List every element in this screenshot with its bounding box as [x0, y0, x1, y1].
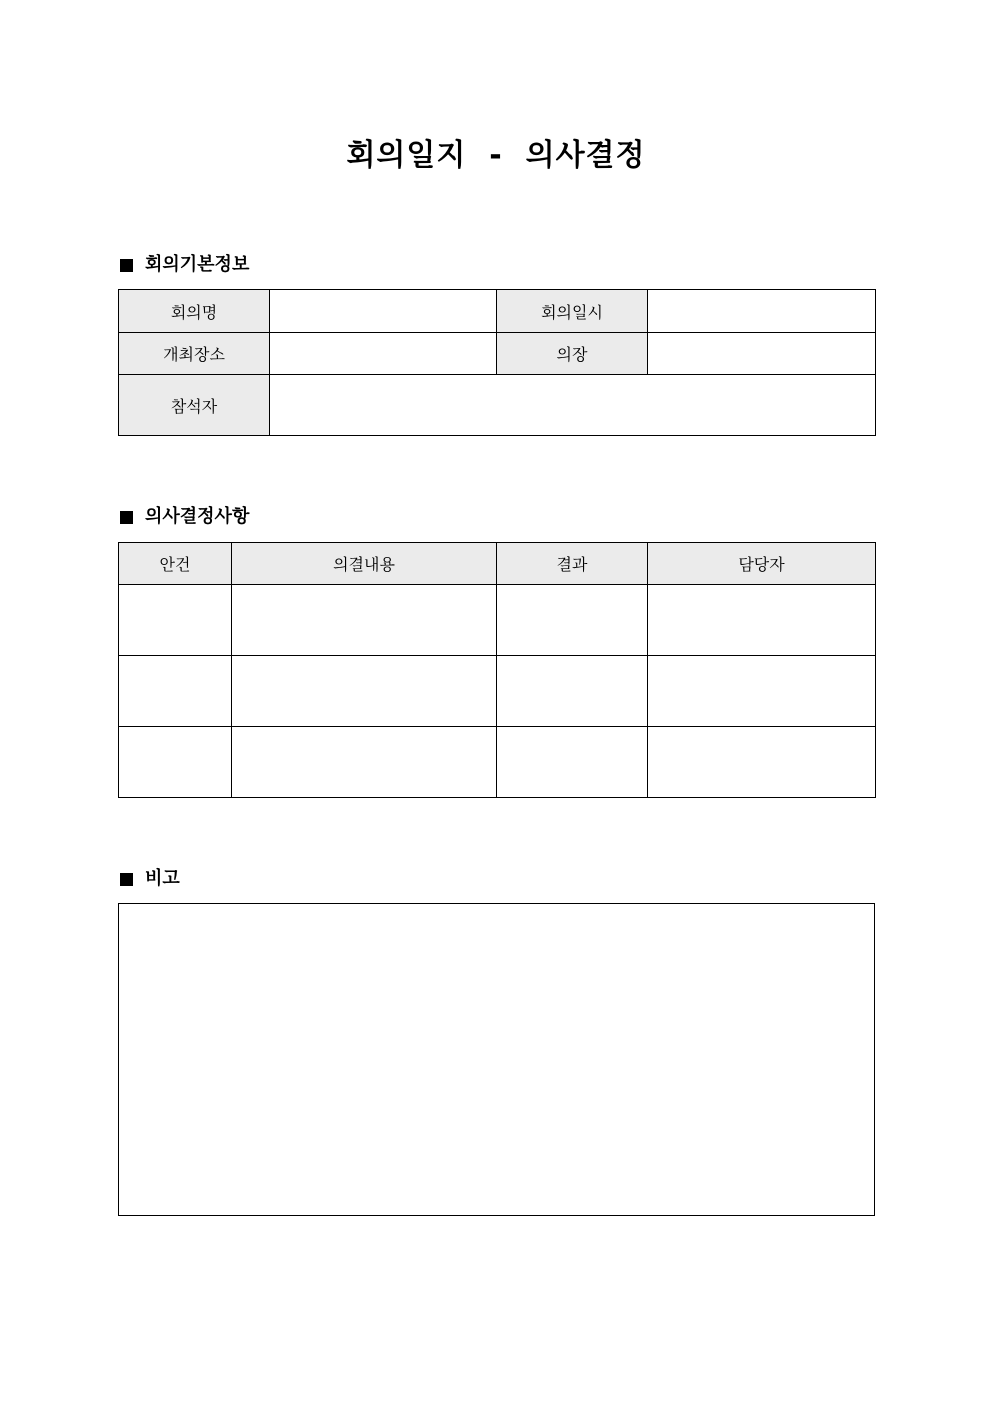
resolution-cell[interactable] [232, 727, 497, 798]
section-heading-label: 의사결정사항 [145, 506, 250, 527]
agenda-cell[interactable] [119, 727, 232, 798]
attendees-label: 참석자 [119, 375, 270, 436]
agenda-column-header: 안건 [119, 543, 232, 585]
square-bullet-icon [120, 511, 133, 524]
table-row [119, 290, 876, 333]
result-column-header: 결과 [497, 543, 648, 585]
section-heading-basic-info [118, 252, 249, 278]
resolution-column-header: 의결내용 [232, 543, 497, 585]
table-header-row [119, 543, 876, 585]
square-bullet-icon [120, 873, 133, 886]
resolution-cell[interactable] [232, 585, 497, 656]
meeting-name-label: 회의명 [119, 290, 270, 333]
square-bullet-icon [120, 259, 133, 272]
table-row [119, 585, 876, 656]
table-row [119, 333, 876, 375]
meeting-datetime-label: 회의일시 [497, 290, 648, 333]
table-row [119, 727, 876, 798]
basic-info-table [118, 289, 876, 436]
result-cell[interactable] [497, 727, 648, 798]
result-cell[interactable] [497, 656, 648, 727]
assignee-cell[interactable] [648, 656, 876, 727]
meeting-name-field[interactable] [270, 290, 497, 333]
agenda-cell[interactable] [119, 656, 232, 727]
venue-field[interactable] [270, 333, 497, 375]
assignee-column-header: 담당자 [648, 543, 876, 585]
section-heading-label: 비고 [145, 868, 180, 889]
venue-label: 개최장소 [119, 333, 270, 375]
agenda-cell[interactable] [119, 585, 232, 656]
chairperson-label: 의장 [497, 333, 648, 375]
result-cell[interactable] [497, 585, 648, 656]
attendees-field[interactable] [270, 375, 876, 436]
table-row [119, 656, 876, 727]
remarks-box[interactable] [118, 903, 875, 1216]
document-title: 회의일지 - 의사결정 [346, 138, 646, 173]
assignee-cell[interactable] [648, 585, 876, 656]
table-row [119, 375, 876, 436]
assignee-cell[interactable] [648, 727, 876, 798]
section-heading-label: 회의기본정보 [145, 254, 250, 275]
meeting-datetime-field[interactable] [648, 290, 876, 333]
chairperson-field[interactable] [648, 333, 876, 375]
section-heading-remarks [118, 866, 180, 892]
decisions-table [118, 542, 876, 798]
resolution-cell[interactable] [232, 656, 497, 727]
section-heading-decisions [118, 504, 249, 530]
